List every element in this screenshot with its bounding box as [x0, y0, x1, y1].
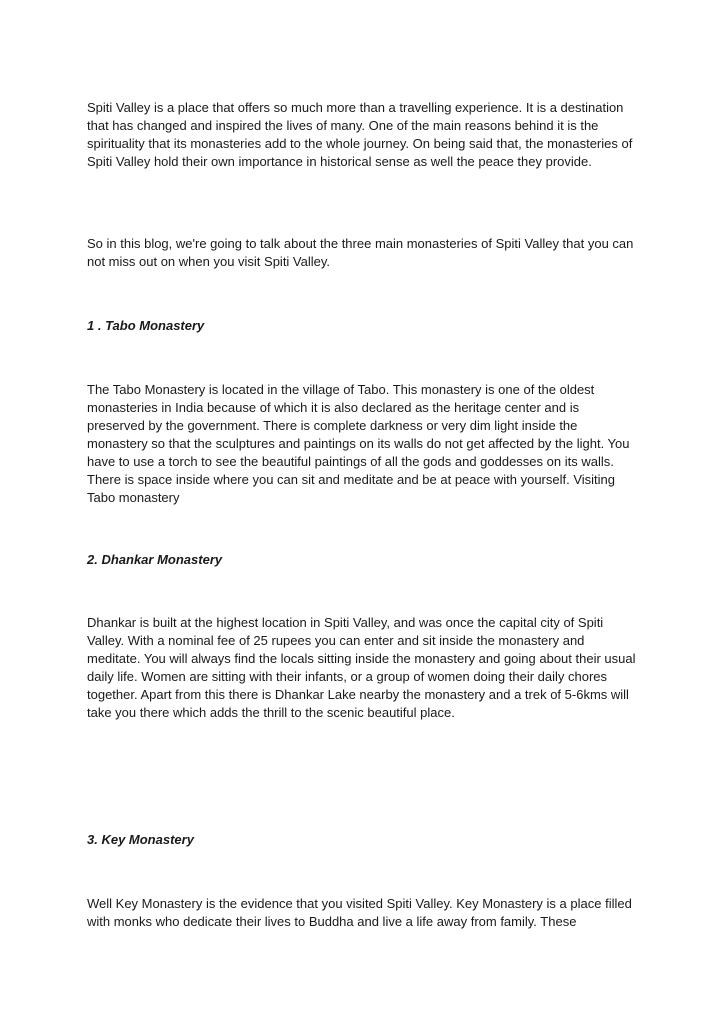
- section-body-tabo: The Tabo Monastery is located in the village of Tabo. This monastery is one of the oldest monasteries in India because of which it is also declared as the heritage center and is preserved by the government. There is complete darkness or very dim light inside the monastery so that the sculptures and paintings on its walls do not get affected by the light. You have to use a torch to see the beautiful paintings of all the gods and goddesses on its walls. There is space inside where you can sit and meditate and be at peace with yourself. Visiting Tabo monastery: [87, 382, 630, 505]
- section-heading-tabo: 1 . Tabo Monastery: [87, 318, 205, 333]
- section-heading-dhankar: 2. Dhankar Monastery: [87, 552, 223, 567]
- blog-intro-paragraph: So in this blog, we're going to talk about the three main monasteries of Spiti Valley that you can not miss out on when you visit Spiti Valley.: [87, 236, 634, 269]
- section-body-key: Well Key Monastery is the evidence that you visited Spiti Valley. Key Monastery is a place filled with monks who dedicate their lives to Buddha and live a life away from family. These: [87, 896, 632, 929]
- section-heading-key: 3. Key Monastery: [87, 832, 194, 847]
- intro-paragraph: Spiti Valley is a place that offers so much more than a travelling experience. It is a destination that has changed and inspired the lives of many. One of the main reasons behind it is the spirituality that its monasteries add to the whole journey. On being said that, the monasteries of Spiti Valley hold their own importance in historical sense as well the peace they provide.: [87, 100, 633, 169]
- section-body-dhankar: Dhankar is built at the highest location in Spiti Valley, and was once the capital city of Spiti Valley. With a nominal fee of 25 rupees you can enter and sit inside the monastery and meditate. You will always find the locals sitting inside the monastery and going about their usual daily life. Women are sitting with their infants, or a group of women doing their daily chores together. Apart from this there is Dhankar Lake nearby the monastery and a trek of 5-6kms will take you there which adds the thrill to the scenic beautiful place.: [87, 615, 636, 720]
